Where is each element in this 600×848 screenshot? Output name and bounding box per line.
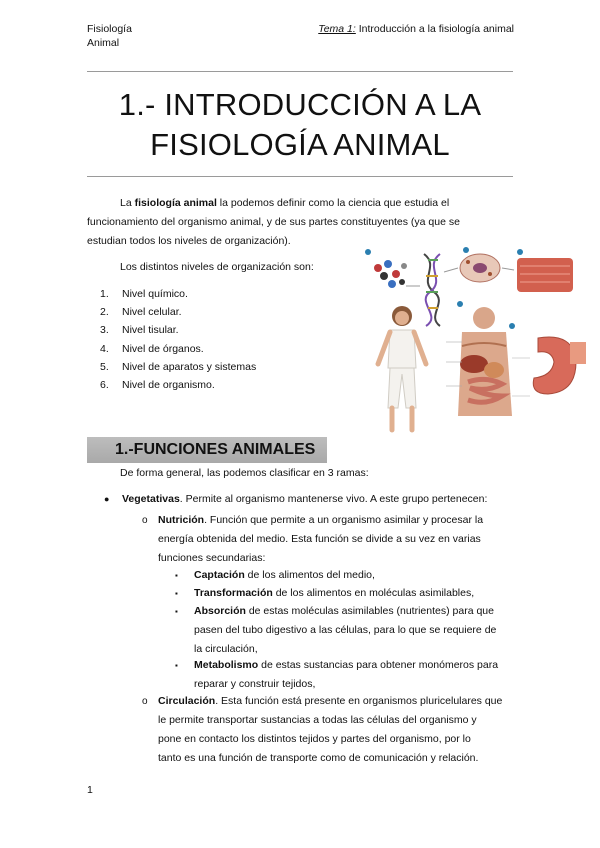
niveles-list bbox=[100, 285, 256, 394]
circle-bullet-icon: o bbox=[142, 515, 148, 526]
organization-levels-figure bbox=[362, 246, 592, 442]
intro-line1: la podemos definir como la ciencia que estudia el bbox=[216, 197, 450, 209]
page-number: 1 bbox=[87, 784, 93, 796]
header-tema-label: Tema 1: bbox=[318, 23, 356, 35]
cell-icon bbox=[460, 254, 500, 282]
organism-figure-icon bbox=[378, 306, 426, 430]
header-tema-title: Introducción a la fisiología animal bbox=[355, 23, 514, 35]
intro-line2: funcionamiento del organismo animal, y de sus partes constituyentes (ya que se bbox=[87, 216, 460, 228]
square-bullet-icon: ▪ bbox=[175, 571, 178, 580]
stomach-icon bbox=[533, 337, 586, 394]
list-item: 2. Nivel celular. bbox=[100, 306, 182, 319]
niveles-intro: Los distintos niveles de organización son: bbox=[120, 261, 314, 273]
title-rule bbox=[87, 176, 513, 177]
list-item: 6. Nivel de organismo. bbox=[100, 379, 215, 392]
top-rule bbox=[87, 71, 513, 72]
nutricion-term: Nutrición bbox=[158, 514, 205, 526]
section-intro: De forma general, las podemos clasificar en 3 ramas: bbox=[120, 467, 369, 479]
square-bullet-icon: ▪ bbox=[175, 661, 178, 670]
header-topic bbox=[318, 22, 514, 36]
header-subject-line2: Animal bbox=[87, 37, 120, 49]
intro-term: fisiología animal bbox=[134, 197, 217, 209]
intro-paragraph bbox=[87, 194, 487, 251]
square-bullet-icon: ▪ bbox=[175, 589, 178, 598]
circle-bullet-icon: o bbox=[142, 696, 148, 707]
digestive-system-icon bbox=[458, 307, 512, 416]
section-heading: 1.-FUNCIONES ANIMALES bbox=[115, 441, 316, 458]
page-title-line2: FISIOLOGÍA ANIMAL bbox=[150, 127, 450, 162]
dna-icon bbox=[424, 254, 440, 326]
list-item: 3. Nivel tisular. bbox=[100, 324, 179, 337]
tissue-icon bbox=[517, 258, 573, 292]
list-item: 5. Nivel de aparatos y sistemas bbox=[100, 360, 257, 373]
header-subject-line1: Fisiología bbox=[87, 23, 132, 35]
square-bullet-icon: ▪ bbox=[175, 607, 178, 616]
page-title-line1: 1.- INTRODUCCIÓN A LA bbox=[118, 87, 482, 122]
intro-lead: La bbox=[120, 197, 135, 209]
list-item: 1. Nivel químico. bbox=[100, 288, 188, 300]
bullet-icon: ● bbox=[104, 494, 110, 504]
intro-line3: estudian todos los niveles de organización). bbox=[87, 235, 291, 247]
molecules-icon bbox=[374, 260, 407, 288]
header-subject bbox=[87, 22, 207, 50]
circulacion-term: Circulación bbox=[158, 695, 216, 707]
list-item: 4. Nivel de órganos. bbox=[100, 342, 204, 355]
vegetativas-text: . Permite al organismo mantenerse vivo. A este grupo pertenecen: bbox=[179, 493, 488, 505]
page-title bbox=[87, 85, 513, 165]
vegetativas-term: Vegetativas bbox=[122, 493, 180, 505]
